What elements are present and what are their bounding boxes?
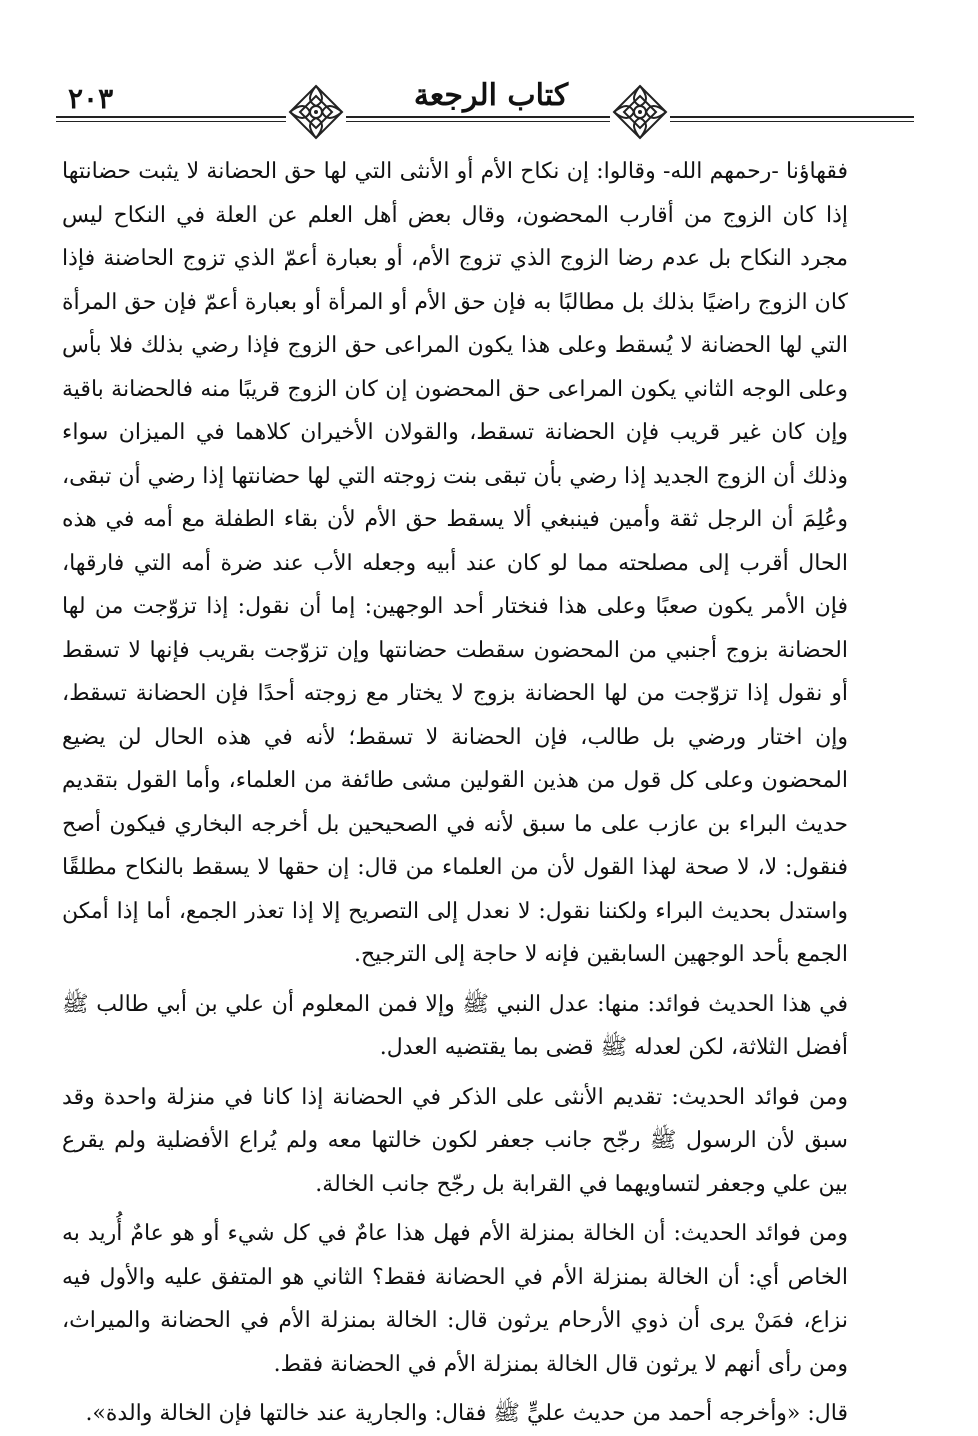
paragraph-main: فقهاؤنا -رحمهم الله- وقالوا: إن نكاح الأم أو الأنثى التي لها حق الحضانة لا يثبت حضانتها إذا كان الزوج من أقارب المحضون، وقال بعض أهل العلم عن العلة في النكاح ليس مجرد النكاح بل عدم رضا الزوج الذي تزوج الأم، أو بعبارة أعمّ الذي تزوج الحاضنة فإذا كان الزوج راضيًا بذلك بل مطالبًا به فإن حق الأم أو المرأة أو بعبارة أعمّ فإن حق المرأة التي لها الحضانة لا يُسقط وعلى هذا يكون المراعى حق الزوج فإذا رضي بذلك فلا بأس وعلى الوجه الثاني يكون المراعى حق المحضون إن كان الزوج قريبًا منه فالحضانة باقية وإن كان غير قريب فإن الحضانة تسقط، والقولان الأخيران كلاهما في الميزان سواء وذلك أن الزوج الجديد إذا رضي بأن تبقى بنت زوجته التي لها حضانتها إذا رضي أن تبقى، وعُلِمَ أن الرجل ثقة وأمين فينبغي ألا يسقط حق الأم لأن بقاء الطفلة مع أمه في هذه الحال أقرب إلى مصلحته مما لو كان عند أبيه وجعله الأب عند ضرة أمه التي فارقها، فإن الأمر يكون صعبًا وعلى هذا فنختار أحد الوجهين: إما أن نقول: إذا تزوّجت من لها الحضانة بزوج أجنبي من المحضون سقطت حضانتها وإن تزوّجت بقريب فإنها لا تسقط أو نقول إذا تزوّجت من لها الحضانة بزوج لا يختار مع زوجته أحدًا فإن الحضانة تسقط، وإن اختار ورضي بل طالب، فإن الحضانة لا تسقط؛ لأنه في هذه الحال لن يضيع المحضون وعلى كل قول من هذين القولين مشى طائفة من العلماء، وأما القول بتقديم حديث البراء بن عازب على ما سبق لأنه في الصحيحين بل أخرجه البخاري فيكون أصح فنقول: لا، لا صحة لهذا القول لأن من العلماء من قال: إن حقها لا يسقط بالنكاح مطلقًا واستدل بحديث البراء ولكننا نقول: لا نعدل إلى التصريح إلا إذا تعذر الجمع، أما إذا أمكن الجمع بأحد الوجهين السابقين فإنه لا حاجة إلى الترجيح. <box>62 159 848 967</box>
paragraph-benefits-2: ومن فوائد الحديث: تقديم الأنثى على الذكر في الحضانة إذا كانا في منزلة واحدة وقد سبق لأن الرسول ﷺ رجّح جانب جعفر لكون خالتها معه ولم يُراع الأفضلية ولم يقرع بين علي وجعفر لتساويهما في القرابة بل رجّح جانب الخالة. <box>62 1084 848 1197</box>
header-rule <box>56 116 914 122</box>
ornament-left-icon <box>286 82 346 142</box>
ornament-right-icon <box>610 82 670 142</box>
page-title: كتاب الرجعة <box>366 78 616 113</box>
page-number: ٢٠٣ <box>64 82 117 115</box>
page-header <box>56 78 914 150</box>
paragraph-hadith: قال: «وأخرجه أحمد من حديث عليٍّ ﷺ فقال: والجارية عند خالتها فإن الخالة والدة». <box>85 1401 848 1426</box>
page-body <box>62 150 848 1436</box>
paragraph-benefits-1: في هذا الحديث فوائد: منها: عدل النبي ﷺ وإلا فمن المعلوم أن علي بن أبي طالب ﷺ أفضل الثلاثة، لكن لعدله ﷺ قضى بما يقتضيه العدل. <box>62 991 848 1060</box>
paragraph-benefits-3: ومن فوائد الحديث: أن الخالة بمنزلة الأم فهل هذا عامٌ في كل شيء أو هو عامٌ أُريد به الخاص أي: أن الخالة بمنزلة الأم في الحضانة فقط؟ الثاني هو المتفق عليه والأول فيه نزاع، فمَنْ يرى أن ذوي الأرحام يرثون قال: الخالة بمنزلة الأم في الحضانة والميراث، ومن رأى أنهم لا يرثون قال الخالة بمنزلة الأم في الحضانة فقط. <box>62 1221 848 1377</box>
